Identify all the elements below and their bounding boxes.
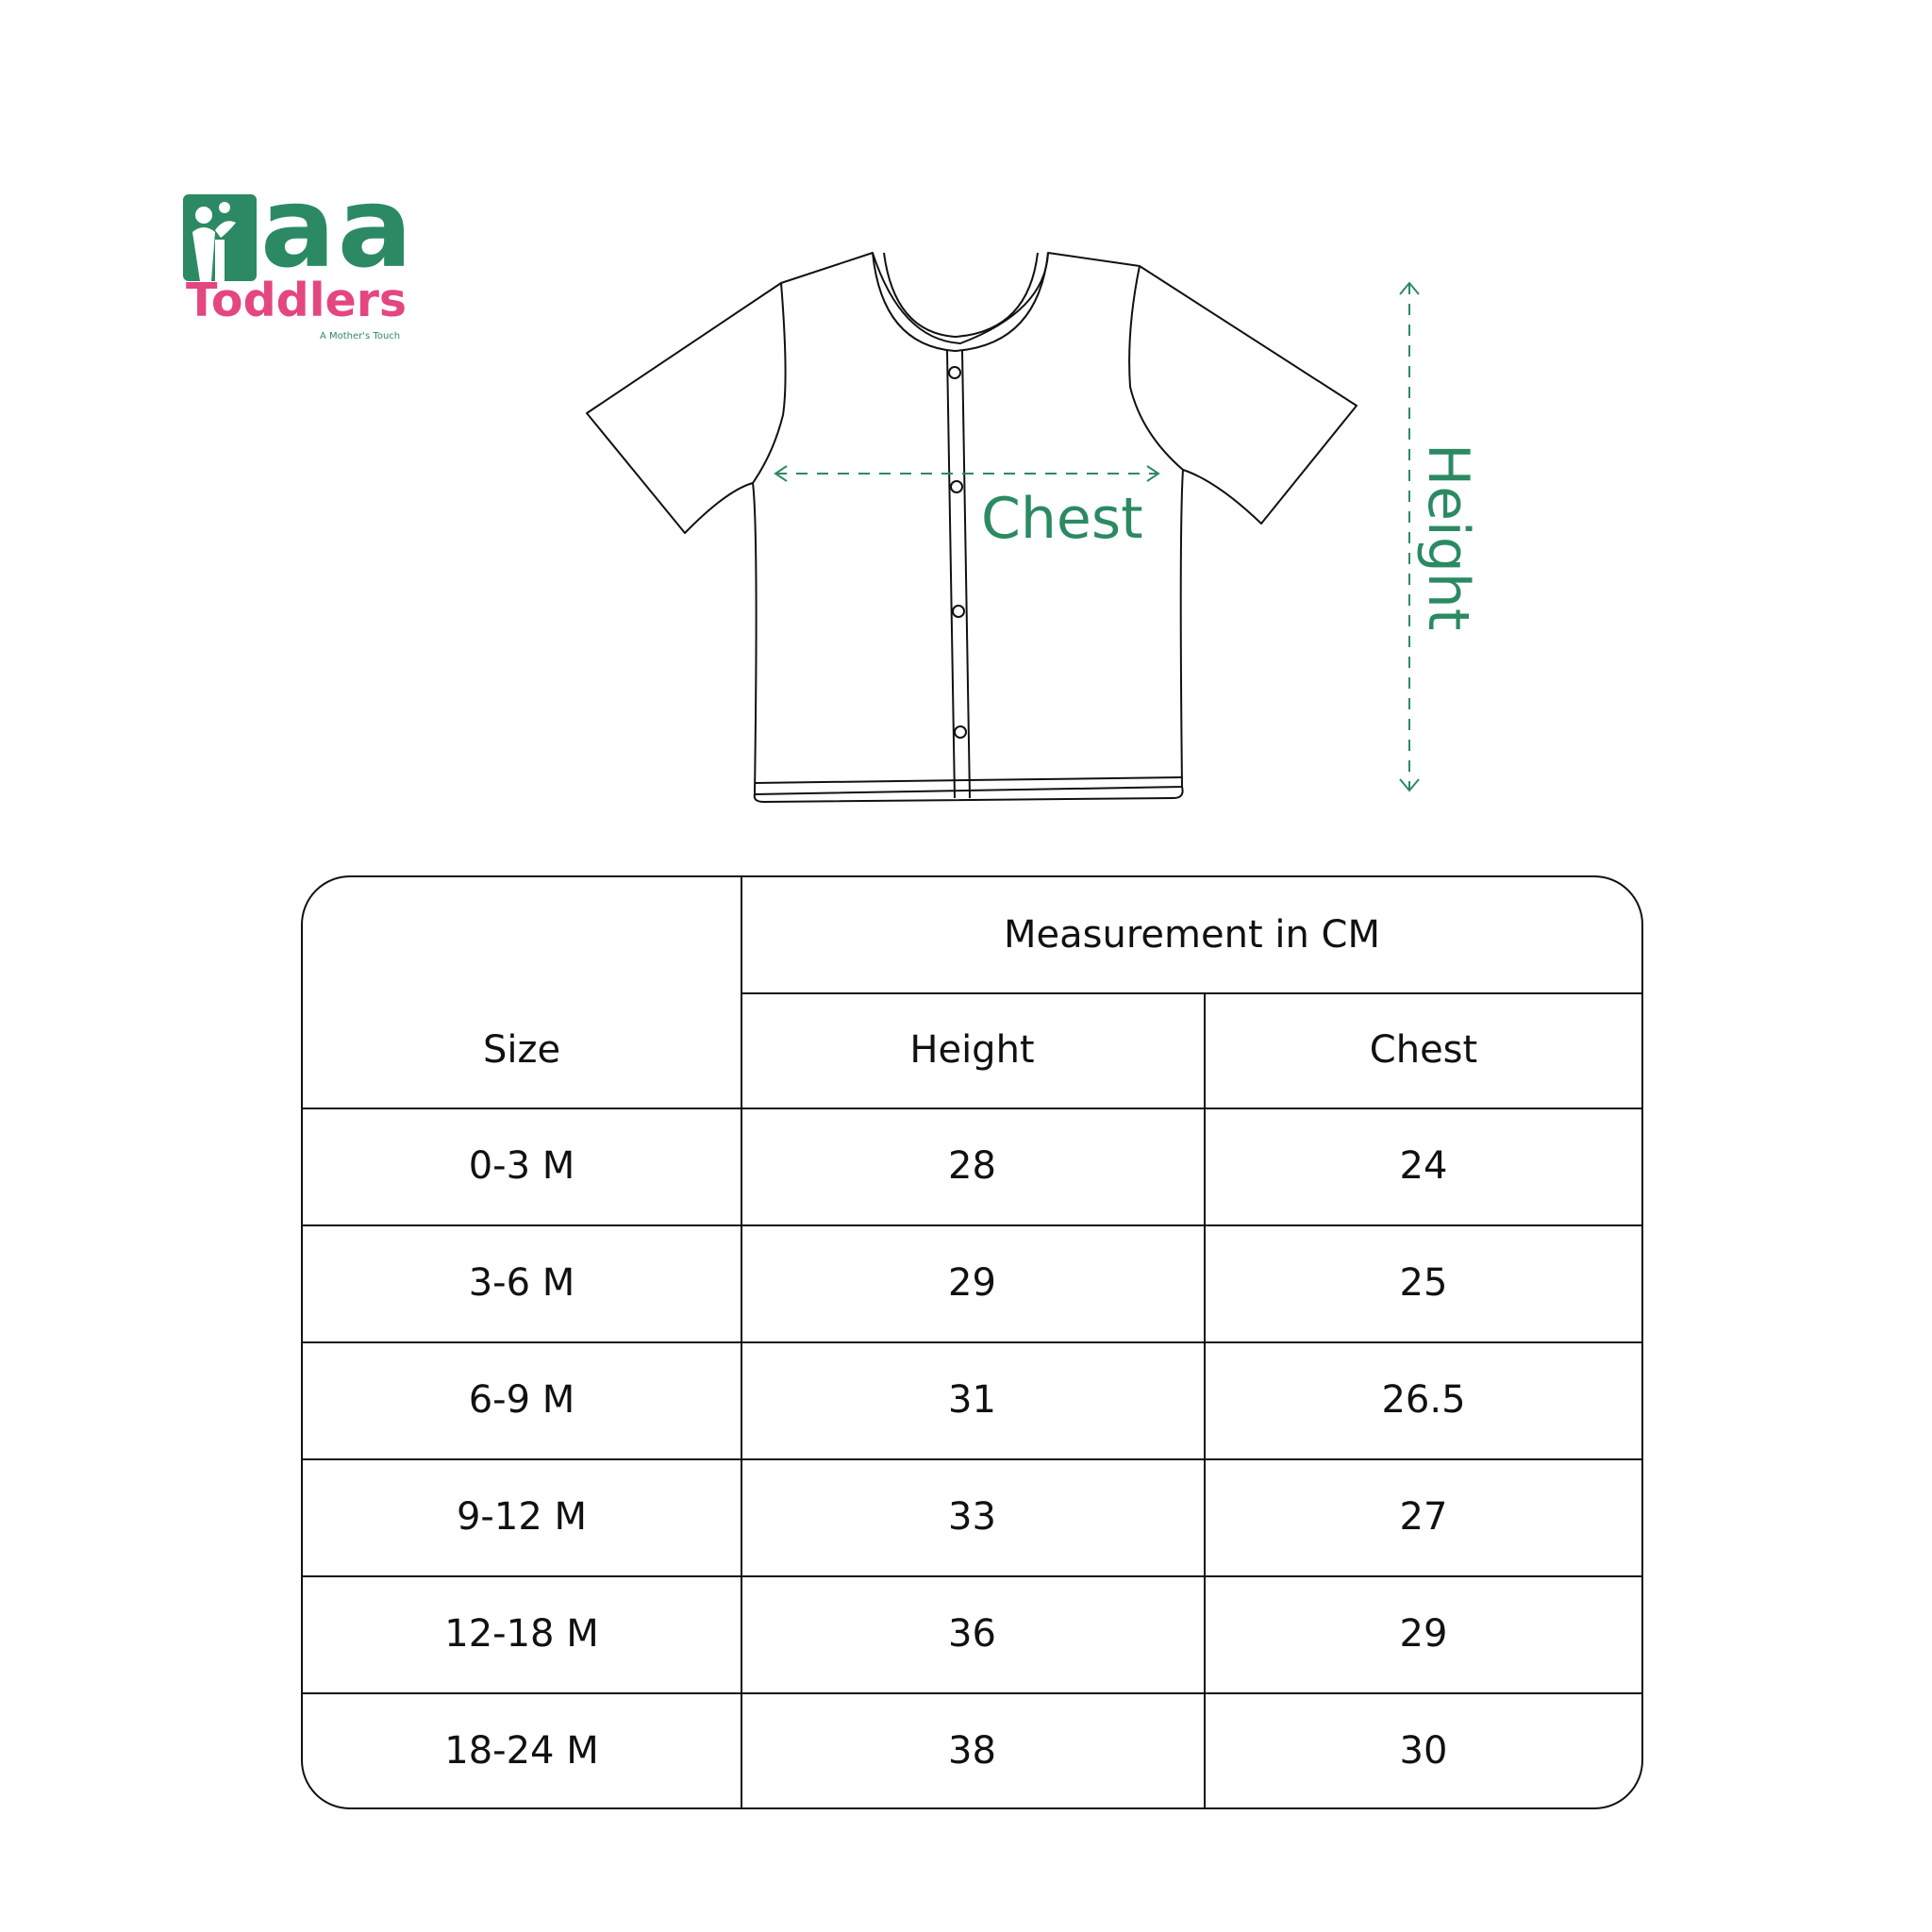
brand-name-top: aa [260, 162, 415, 292]
table-cell-chest: 29 [1399, 1612, 1448, 1656]
header-height: Height [909, 1028, 1035, 1072]
button [951, 481, 962, 492]
table-cell-height: 28 [948, 1144, 996, 1188]
table-cell-size: 12-18 M [444, 1612, 599, 1656]
table-cell-height: 38 [948, 1729, 996, 1773]
table-cell-height: 33 [948, 1495, 996, 1539]
table-cell-chest: 25 [1399, 1261, 1448, 1305]
button [955, 726, 966, 738]
height-label: Height [1415, 443, 1481, 631]
header-measurement-group: Measurement in CM [1004, 913, 1380, 957]
button [953, 606, 964, 617]
table-cell-chest: 26.5 [1381, 1378, 1466, 1422]
brand-name-bottom: Toddlers [186, 274, 408, 327]
button [949, 367, 960, 378]
table-cell-size: 6-9 M [468, 1378, 575, 1422]
table-cell-height: 36 [948, 1612, 996, 1656]
table-cell-size: 9-12 M [456, 1495, 587, 1539]
header-chest: Chest [1369, 1028, 1478, 1072]
hem-band [755, 777, 1182, 783]
table-cell-size: 0-3 M [468, 1144, 575, 1188]
shirt-diagram [0, 0, 1932, 849]
chest-label: Chest [981, 486, 1143, 552]
table-cell-height: 31 [948, 1378, 996, 1422]
size-chart-table [301, 875, 1643, 1809]
table-cell-chest: 30 [1399, 1729, 1448, 1773]
brand-tagline: A Mother's Touch [320, 331, 401, 341]
table-cell-size: 3-6 M [468, 1261, 575, 1305]
table-cell-size: 18-24 M [444, 1729, 599, 1773]
header-size: Size [482, 1028, 561, 1072]
left-armhole-seam [753, 283, 786, 483]
table-cell-chest: 24 [1399, 1144, 1448, 1188]
table-cell-height: 29 [948, 1261, 996, 1305]
right-armhole-seam [1129, 266, 1183, 470]
chest-measure-arrow [775, 466, 1158, 481]
table-cell-chest: 27 [1399, 1495, 1448, 1539]
